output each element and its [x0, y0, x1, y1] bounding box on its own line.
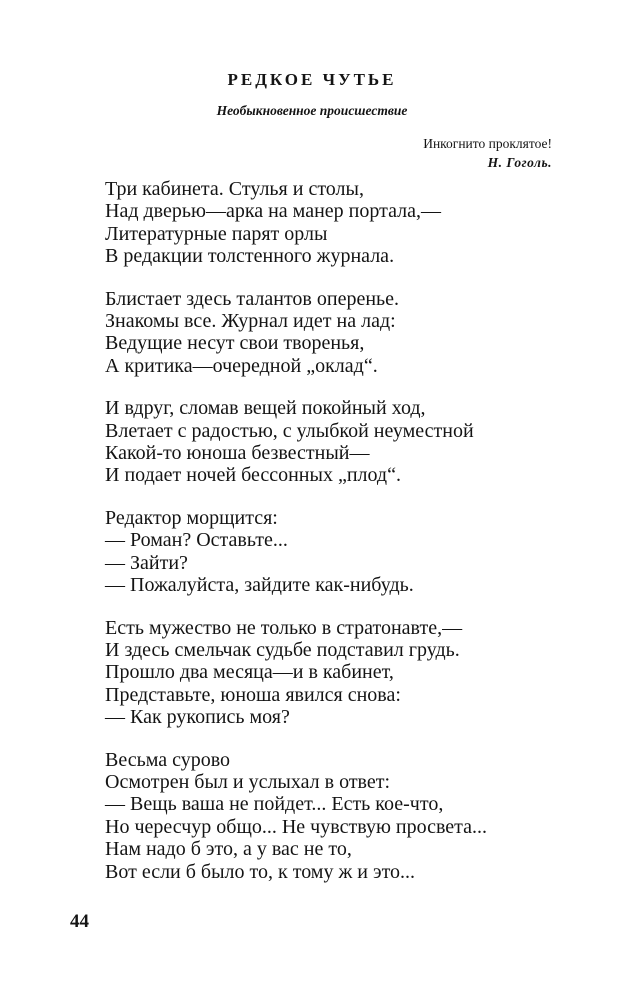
poem-line: Осмотрен был и услыхал в ответ: [105, 770, 391, 793]
epigraph-author: Н. Гоголь. [487, 155, 552, 170]
poem-line: Блистает здесь талантов оперенье. [105, 287, 400, 310]
poem-line: Три кабинета. Стулья и столы, [105, 178, 364, 200]
stanza [105, 749, 565, 883]
stanza [105, 507, 565, 597]
stanza [105, 178, 565, 268]
poem-line: И вдруг, сломав вещей покойный ход, [105, 397, 426, 420]
poem-title: РЕДКОЕ ЧУТЬЕ [227, 70, 397, 89]
poem-subtitle: Необыкновенное происшествие [216, 103, 408, 118]
poem-line: — Роман? Оставьте... [105, 529, 288, 552]
poem-line: Знакомы все. Журнал идет на лад: [105, 310, 396, 333]
poem-line: — Вещь ваша не пойдет... Есть кое-что, [105, 793, 444, 816]
poem-line: Прошло два месяца—и в кабинет, [105, 661, 394, 684]
poem-line: Представьте, юноша явился снова: [105, 683, 401, 706]
epigraph [423, 134, 552, 172]
poem-line: И подает ночей бессонных „плод“. [105, 464, 401, 487]
poem-line: Ведущие несут свои творенья, [105, 332, 365, 355]
poem-line: Вот если б было то, к тому ж и это... [105, 860, 416, 883]
poem-line: — Зайти? [105, 551, 188, 574]
epigraph-text: Инкогнито проклятое! [423, 136, 552, 151]
poem-line: Есть мужество не только в стратонавте,— [105, 616, 463, 639]
poem-line: Но чересчур общо... Не чувствую просвета... [105, 815, 488, 838]
poem-line: Нам надо б это, а у вас не то, [105, 838, 352, 861]
poem-line: Редактор морщится: [105, 506, 278, 529]
poem-line: Влетает с радостью, с улыбкой неуместной [105, 419, 474, 442]
poem-line: Какой-то юноша безвестный— [105, 442, 370, 465]
page-number: 44 [70, 911, 89, 932]
stanza [105, 617, 565, 729]
poem-line: Литературные парят орлы [105, 222, 328, 245]
poem-body [105, 178, 565, 903]
stanza [105, 288, 565, 378]
poem-line: — Пожалуйста, зайдите как-нибудь. [105, 574, 414, 597]
poem-line: И здесь смельчак судьбе подставил грудь. [105, 638, 460, 661]
poem-line: Весьма сурово [105, 748, 231, 771]
stanza [105, 397, 565, 487]
poem-line: Над дверью—арка на манер портала,— [105, 200, 441, 223]
poem-line: — Как рукопись моя? [105, 706, 290, 729]
poem-line: А критика—очередной „оклад“. [105, 354, 378, 377]
poem-line: В редакции толстенного журнала. [105, 245, 395, 268]
